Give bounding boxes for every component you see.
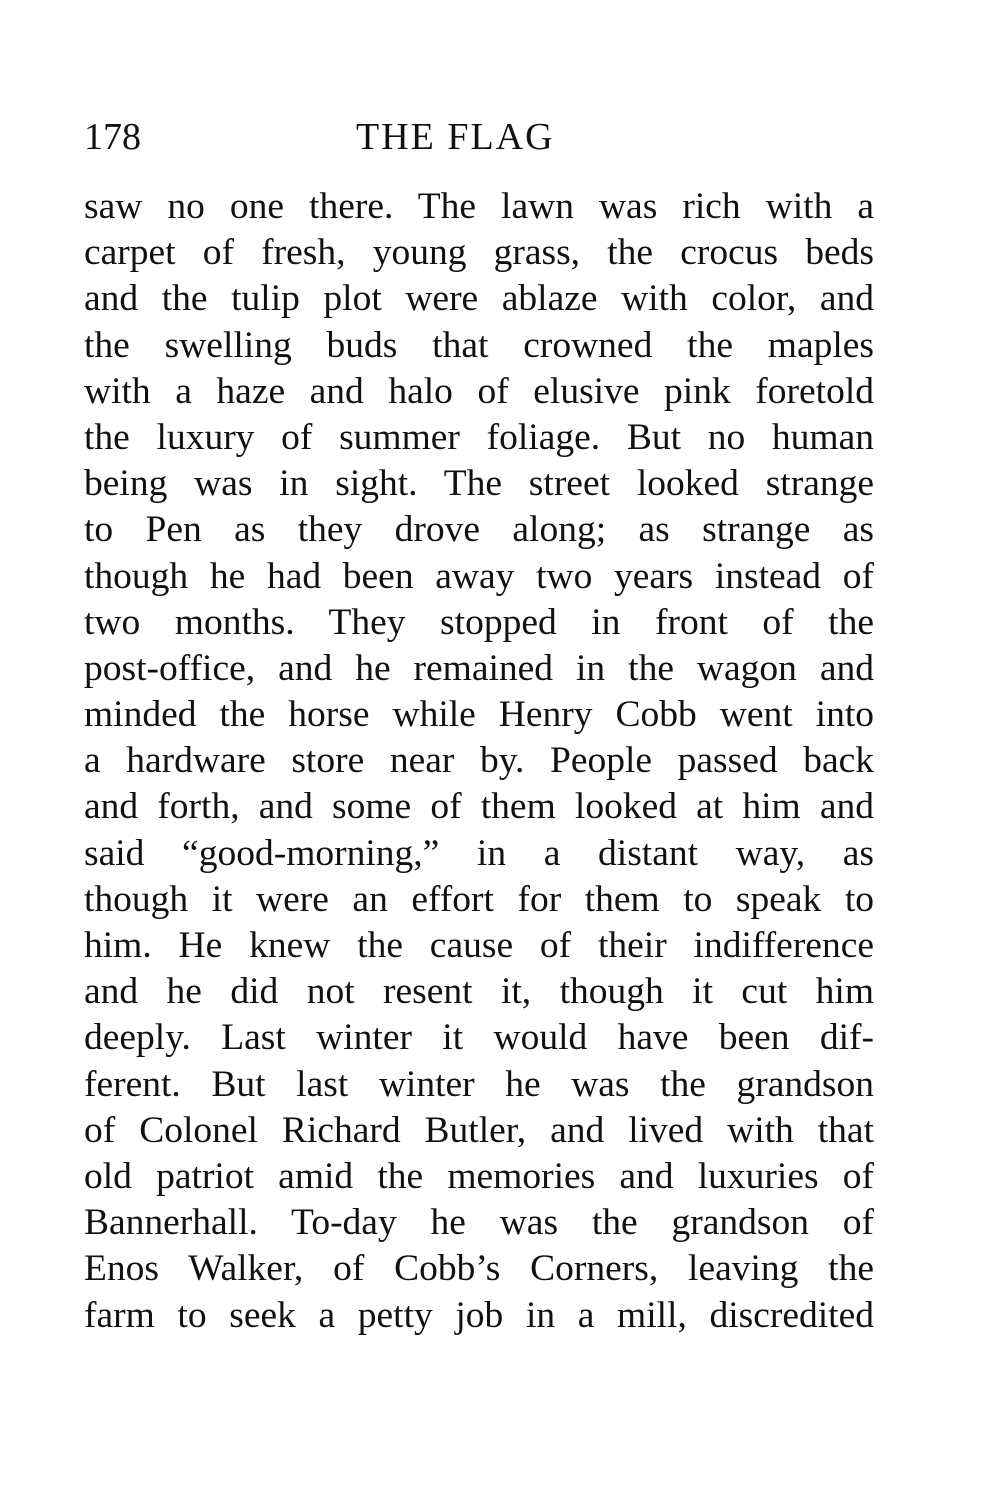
text-line: and he did not resent it, though it cut him — [84, 971, 874, 1013]
text-line: post-office, and he remained in the wagon and — [84, 647, 874, 689]
running-title: THE FLAG — [356, 116, 555, 158]
text-line: said “good-morning,” in a distant way, as — [84, 832, 874, 874]
text-line: deeply. Last winter it would have been dif- — [84, 1017, 874, 1059]
text-line: though it were an effort for them to speak to — [84, 878, 874, 920]
text-line: old patriot amid the memories and luxuries of — [84, 1155, 874, 1197]
text-line: a hardware store near by. People passed back — [84, 740, 874, 782]
running-header — [84, 112, 876, 162]
text-line: saw no one there. The lawn was rich with a — [84, 186, 874, 227]
text-line: Bannerhall. To-day he was the grandson of — [84, 1202, 874, 1244]
text-line: Enos Walker, of Cobb’s Corners, leaving the — [84, 1248, 874, 1290]
text-line: ferent. But last winter he was the grandson — [84, 1063, 874, 1105]
page-number: 178 — [84, 116, 141, 158]
body-text — [84, 184, 874, 1339]
text-line: minded the horse while Henry Cobb went into — [84, 694, 874, 736]
text-line: and the tulip plot were ablaze with color, and — [84, 278, 874, 320]
text-line: farm to seek a petty job in a mill, discredited — [84, 1294, 874, 1336]
text-line: two months. They stopped in front of the — [84, 601, 874, 643]
text-line: though he had been away two years instead of — [84, 555, 874, 597]
text-line: the luxury of summer foliage. But no human — [84, 416, 874, 458]
text-line: with a haze and halo of elusive pink foretold — [84, 370, 874, 412]
text-line: him. He knew the cause of their indifference — [84, 925, 874, 966]
text-line: the swelling buds that crowned the maples — [84, 324, 874, 366]
text-line: to Pen as they drove along; as strange as — [84, 509, 874, 551]
text-line: of Colonel Richard Butler, and lived with that — [84, 1109, 874, 1151]
text-line: and forth, and some of them looked at him and — [84, 786, 874, 828]
text-line: being was in sight. The street looked strange — [84, 463, 874, 505]
text-line: carpet of fresh, young grass, the crocus beds — [84, 232, 874, 274]
